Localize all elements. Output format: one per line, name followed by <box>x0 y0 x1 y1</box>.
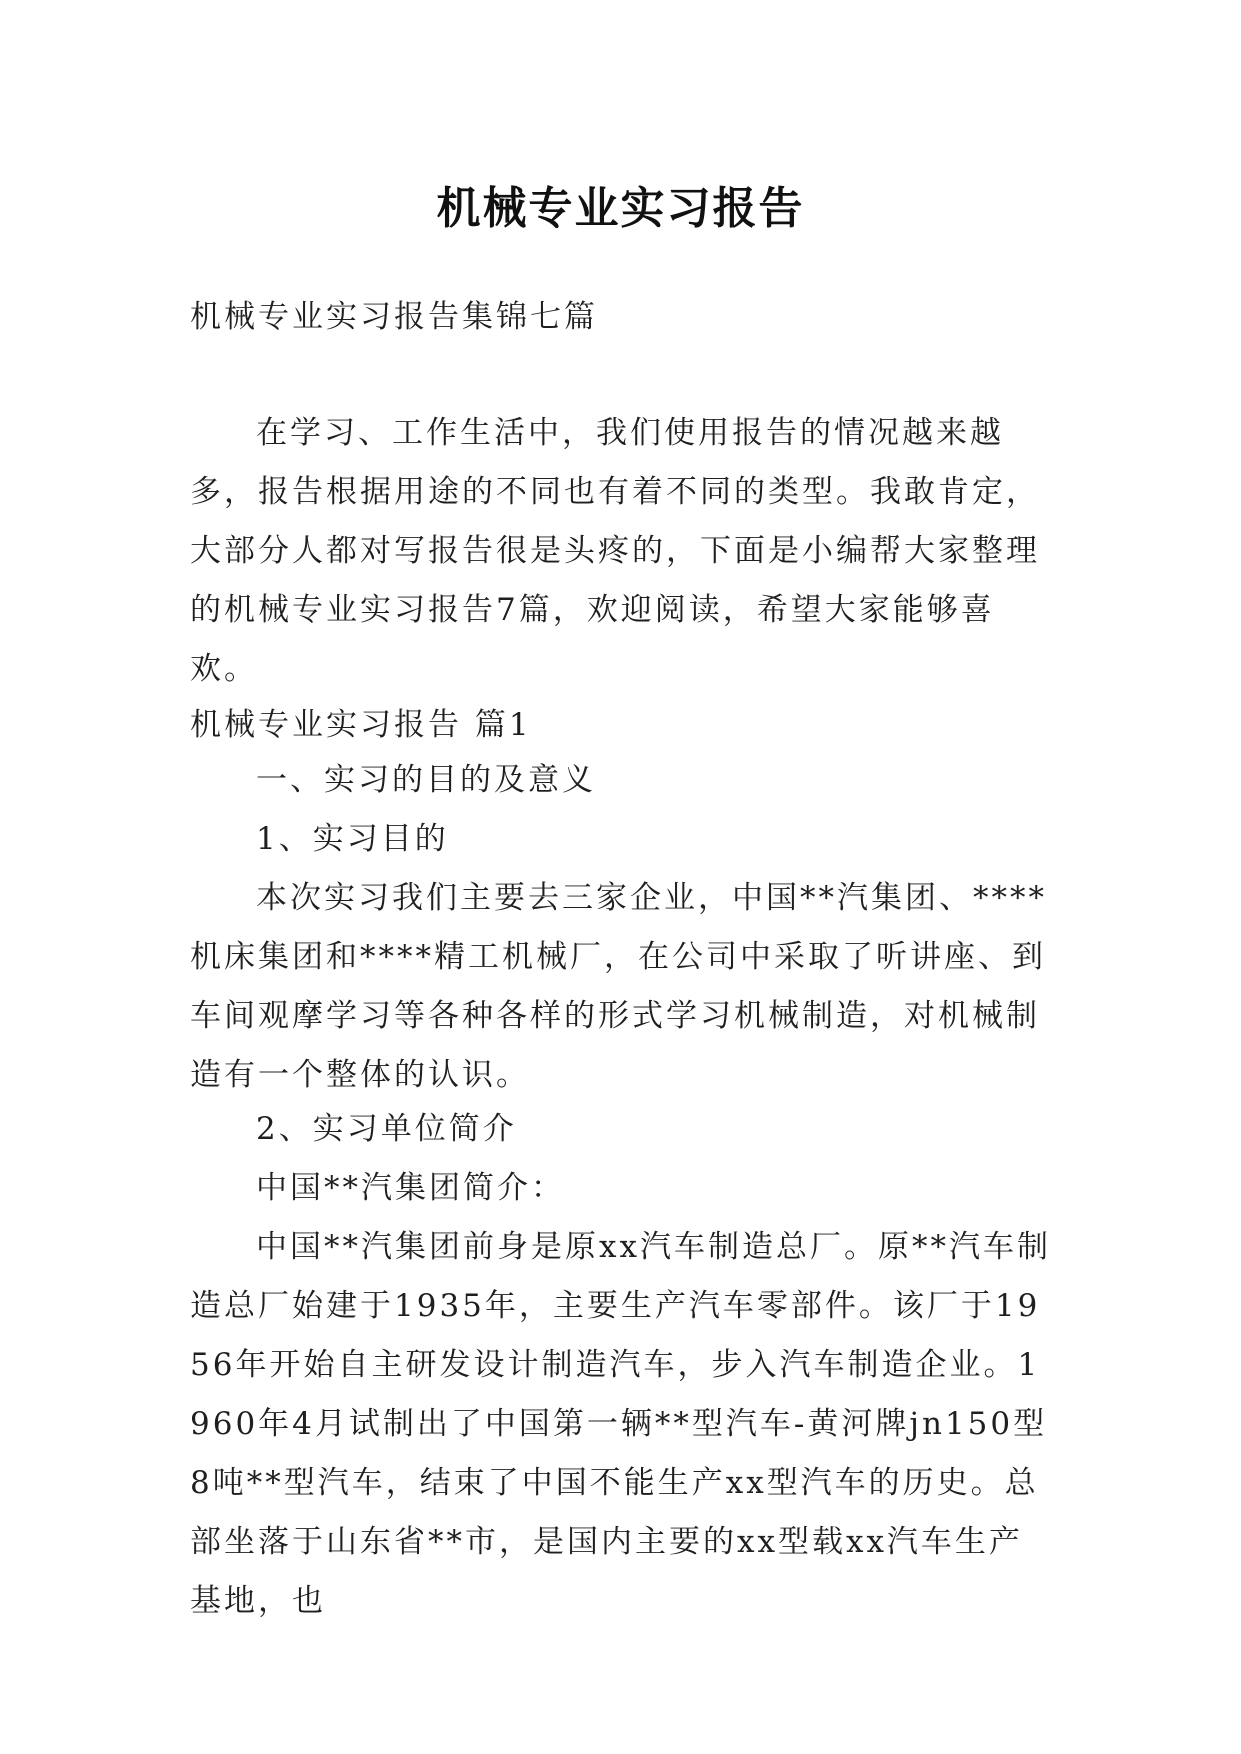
document-title: 机械专业实习报告 <box>436 183 805 235</box>
unit-heading: 2、实习单位简介 <box>256 1111 517 1147</box>
company-paragraph: 中国**汽集团前身是原xx汽车制造总厂。原**汽车制造总厂始建于1935年，主要生产汽车零部件。该厂于1956年开始自主研发设计制造汽车，步入汽车制造企业。1960年4月试制出了中国第一辆**型汽车-黄河牌jn150型8吨**型汽车，结束了中国不能生产xx型汽车的历史。总部坐落于山东省**市，是国内主要的xx型载xx汽车生产基地，也 <box>190 1229 1051 1619</box>
purpose-heading: 一、实习的目的及意义 <box>256 762 596 798</box>
section-heading: 机械专业实习报告 篇1 <box>190 707 532 743</box>
company-heading: 中国**汽集团简介： <box>256 1170 565 1206</box>
purpose-paragraph: 本次实习我们主要去三家企业，中国**汽集团、****机床集团和****精工机械厂，在公司中采取了听讲座、到车间观摩学习等各种各样的形式学习机械制造，对机械制造有一个整体的认识。 <box>190 880 1047 1093</box>
purpose-subheading: 1、实习目的 <box>256 821 449 857</box>
intro-paragraph: 在学习、工作生活中，我们使用报告的情况越来越多，报告根据用途的不同也有着不同的类型。我敢肯定，大部分人都对写报告很是头疼的，下面是小编帮大家整理的机械专业实习报告7篇，欢迎阅读，希望大家能够喜欢。 <box>190 415 1040 687</box>
document-subtitle: 机械专业实习报告集锦七篇 <box>190 299 598 335</box>
